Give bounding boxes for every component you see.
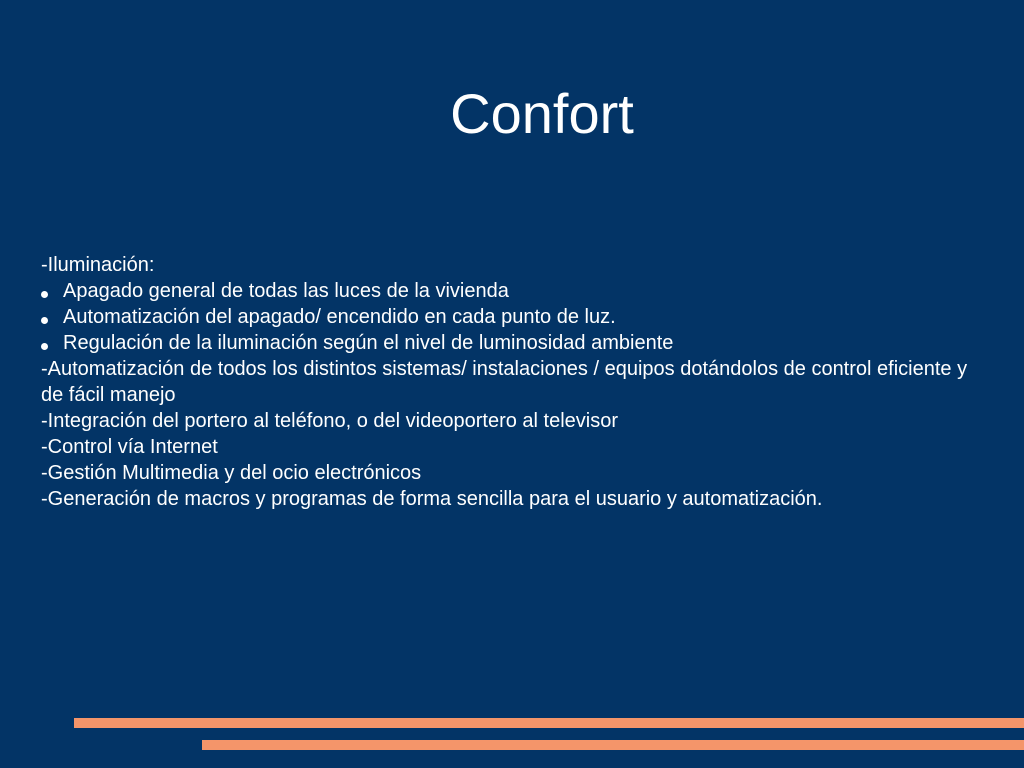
body-line: -Control vía Internet (41, 436, 218, 458)
slide-body (41, 252, 981, 512)
body-line: -Automatización de todos los distintos sistemas/ instalaciones / equipos dotándolos de control eficiente y de fácil manejo (41, 358, 968, 406)
slide-title: Confort (450, 82, 634, 145)
bullet-dot-icon (41, 291, 48, 298)
bullet-item (41, 330, 981, 356)
bullet-dot-icon (41, 317, 48, 324)
bullet-item (41, 304, 981, 330)
bullet-item (41, 278, 981, 304)
accent-stripe-top (74, 718, 1024, 728)
body-line: -Integración del portero al teléfono, o del videoportero al televisor (41, 410, 619, 432)
bullet-text: Regulación de la iluminación según el nivel de luminosidad ambiente (63, 332, 674, 354)
body-line: -Gestión Multimedia y del ocio electrónicos (41, 462, 422, 484)
body-line: -Generación de macros y programas de forma sencilla para el usuario y automatización. (41, 488, 823, 510)
bullet-dot-icon (41, 343, 48, 350)
bullet-text: Apagado general de todas las luces de la vivienda (63, 280, 509, 302)
section-heading: -Iluminación: (41, 254, 155, 276)
bullet-text: Automatización del apagado/ encendido en cada punto de luz. (63, 306, 616, 328)
accent-stripe-bottom (202, 740, 1024, 750)
